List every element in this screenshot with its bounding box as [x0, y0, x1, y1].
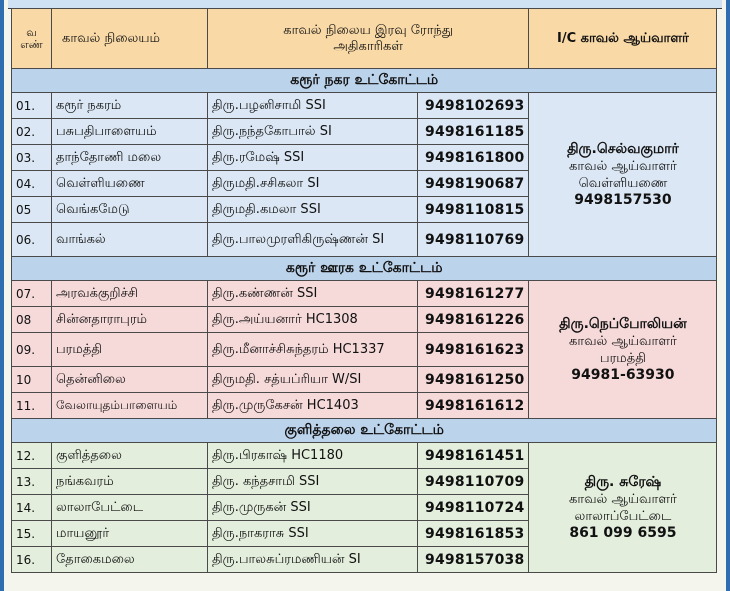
phone-number: 9498110709 [418, 469, 529, 495]
section-title: கரூர் ஊரக உட்கோட்டம் [12, 257, 717, 281]
station-name: சின்னதாராபுரம் [52, 307, 208, 333]
phone-number: 9498110769 [418, 223, 529, 257]
station-name: வேலாயுதம்பாளையம் [52, 393, 208, 419]
officer-name: திரு.கண்ணன் SSI [208, 281, 418, 307]
officer-name: திரு.பாலமுரளிகிருஷ்ணன் SI [208, 223, 418, 257]
patrol-officers-table [11, 8, 717, 573]
inspector-cell [529, 281, 717, 419]
serial-number: 11. [12, 393, 52, 419]
officer-name: திரு.நந்தகோபால் SI [208, 119, 418, 145]
officer-name: திரு.பழனிசாமி SSI [208, 93, 418, 119]
station-name: பரமத்தி [52, 333, 208, 367]
header-officers: காவல் நிலைய இரவு ரோந்து அதிகாரிகள் [208, 9, 529, 69]
phone-number: 9498110724 [418, 495, 529, 521]
officer-name: திரு.முருகேசன் HC1403 [208, 393, 418, 419]
serial-number: 10 [12, 367, 52, 393]
inspector-name: திரு.நெப்போலியன் [559, 315, 687, 332]
serial-number: 07. [12, 281, 52, 307]
inspector-name: திரு.செல்வகுமார் [567, 140, 679, 157]
officer-name: திரு.முருகன் SSI [208, 495, 418, 521]
officer-name: திருமதி.கமலா SSI [208, 197, 418, 223]
officer-name: திரு.ரமேஷ் SSI [208, 145, 418, 171]
section-heading-row [12, 69, 717, 93]
station-name: தாந்தோணி மலை [52, 145, 208, 171]
phone-number: 9498190687 [418, 171, 529, 197]
phone-number: 9498161623 [418, 333, 529, 367]
officer-name: திருமதி. சத்யப்ரியா W/SI [208, 367, 418, 393]
serial-number: 15. [12, 521, 52, 547]
phone-number: 9498161250 [418, 367, 529, 393]
header-serial: வ எண் [12, 9, 52, 69]
inspector-phone: 94981-63930 [571, 366, 675, 383]
serial-number: 08 [12, 307, 52, 333]
serial-number: 16. [12, 547, 52, 573]
inspector-phone: 861 099 6595 [569, 524, 677, 541]
station-name: அரவக்குறிச்சி [52, 281, 208, 307]
section-heading-row [12, 419, 717, 443]
serial-number: 09. [12, 333, 52, 367]
serial-number: 05 [12, 197, 52, 223]
phone-number: 9498157038 [418, 547, 529, 573]
officer-name: திரு.நாகராசு SSI [208, 521, 418, 547]
officer-name: திரு. கந்தசாமி SSI [208, 469, 418, 495]
station-name: நங்கவரம் [52, 469, 208, 495]
station-name: வெங்கமேடு [52, 197, 208, 223]
table-row [12, 93, 717, 119]
officer-name: திரு.பாலசுப்ரமணியன் SI [208, 547, 418, 573]
station-name: தென்னிலை [52, 367, 208, 393]
phone-number: 9498161612 [418, 393, 529, 419]
station-name: வாங்கல் [52, 223, 208, 257]
station-name: பசுபதிபாளையம் [52, 119, 208, 145]
phone-number: 9498161277 [418, 281, 529, 307]
inspector-phone: 9498157530 [574, 191, 672, 208]
serial-number: 14. [12, 495, 52, 521]
table-row [12, 281, 717, 307]
table-header-row [12, 9, 717, 69]
header-inspector: I/C காவல் ஆய்வாளர் [529, 9, 717, 69]
inspector-role: காவல் ஆய்வாளர் [569, 491, 677, 507]
serial-number: 01. [12, 93, 52, 119]
phone-number: 9498161451 [418, 443, 529, 469]
inspector-cell [529, 93, 717, 257]
station-name: தோகைமலை [52, 547, 208, 573]
serial-number: 03. [12, 145, 52, 171]
inspector-role: காவல் ஆய்வாளர் [569, 158, 677, 174]
serial-number: 12. [12, 443, 52, 469]
serial-number: 06. [12, 223, 52, 257]
serial-number: 04. [12, 171, 52, 197]
station-name: கரூர் நகரம் [52, 93, 208, 119]
serial-number: 13. [12, 469, 52, 495]
section-heading-row [12, 257, 717, 281]
inspector-place: பரமத்தி [599, 350, 646, 366]
inspector-cell [529, 443, 717, 573]
header-station: காவல் நிலையம் [52, 9, 208, 69]
phone-number: 9498161853 [418, 521, 529, 547]
officer-name: திரு.பிரகாஷ் HC1180 [208, 443, 418, 469]
phone-number: 9498110815 [418, 197, 529, 223]
phone-number: 9498161226 [418, 307, 529, 333]
officer-name: திரு.அய்யனார் HC1308 [208, 307, 418, 333]
station-name: குளித்தலை [52, 443, 208, 469]
phone-number: 9498161800 [418, 145, 529, 171]
table-row [12, 443, 717, 469]
section-title: கரூர் நகர உட்கோட்டம் [12, 69, 717, 93]
station-name: லாலாபேட்டை [52, 495, 208, 521]
serial-number: 02. [12, 119, 52, 145]
inspector-name: திரு. சுரேஷ் [584, 473, 662, 490]
phone-number: 9498102693 [418, 93, 529, 119]
officer-name: திரு.மீனாச்சிசுந்தரம் HC1337 [208, 333, 418, 367]
station-name: வெள்ளியணை [52, 171, 208, 197]
officer-name: திருமதி.சசிகலா SI [208, 171, 418, 197]
inspector-place: லாலாப்பேட்டை [574, 508, 672, 524]
inspector-place: வெள்ளியணை [578, 175, 668, 191]
section-title: குளித்தலை உட்கோட்டம் [12, 419, 717, 443]
station-name: மாயனூர் [52, 521, 208, 547]
phone-number: 9498161185 [418, 119, 529, 145]
inspector-role: காவல் ஆய்வாளர் [569, 333, 677, 349]
